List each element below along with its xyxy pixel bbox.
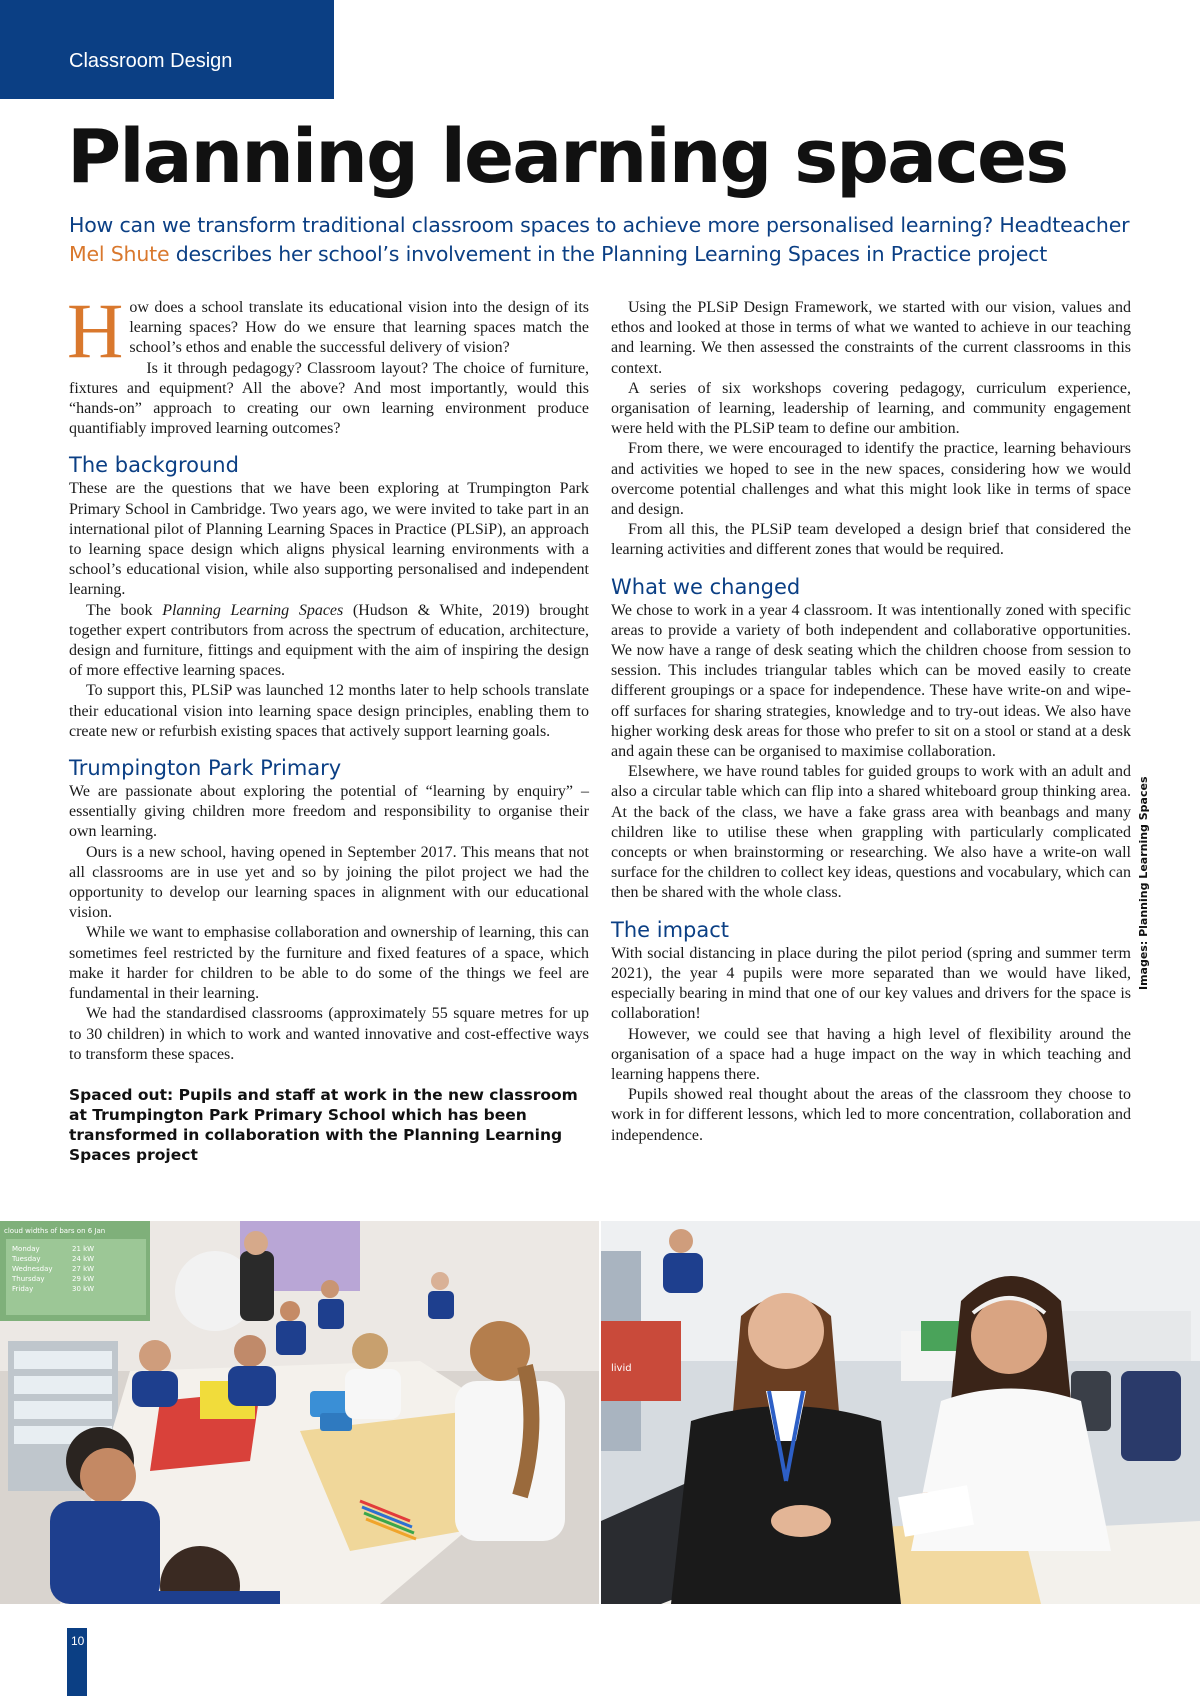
standfirst-text-1: How can we transform traditional classroom spaces to achieve more personalised learning? Headteacher — [69, 213, 1130, 237]
paragraph: These are the questions that we have been exploring at Trumpington Park Primary School in Cambridge. Two years ago, we were invited to take part in an international pilot of Planning Learning Spaces in Practice (PLSiP), an approach to learning space design which aligns physical learning environments with a school’s educational vision, while also supporting personalised and independent learning. — [69, 480, 589, 599]
heading-what-we-changed: What we changed — [611, 574, 801, 599]
photo-classroom-group — [0, 1221, 599, 1604]
paragraph: However, we could see that having a high level of flexibility around the organisation of a space had a huge impact on the way in which teaching and learning happens there. — [611, 1025, 1131, 1083]
left-column — [67, 287, 589, 1165]
board-row-day: Monday — [12, 1245, 40, 1253]
standfirst — [69, 211, 1149, 269]
book-title: Planning Learning Spaces — [162, 601, 344, 619]
paragraph: A series of six workshops covering pedagogy, curriculum experience, organisation of learning, leadership of learning, and community engagement were held with the PLSiP team to define our ambition. — [611, 379, 1131, 438]
intro-text: ow does a school translate its educational vision into the design of its learning spaces? How do we ensure that learning spaces match the school’s ethos and enable the successful delivery of vision? — [129, 299, 589, 357]
paragraph: With social distancing in place during the pilot period (spring and summer term 2021), the year 4 pupils were more separated than we would have liked, especially bearing in mind that one of our key values and drivers for the space is collaboration! — [611, 944, 1131, 1023]
author-name: Mel Shute — [69, 242, 170, 266]
paragraph: Pupils showed real thought about the areas of the classroom they choose to work in for different lessons, which led to more concentration, collaboration and independence. — [611, 1086, 1131, 1144]
page-number: 10 — [71, 1634, 85, 1648]
board-row-value: 30 kW — [72, 1285, 95, 1293]
paragraph: Using the PLSiP Design Framework, we started with our vision, values and ethos and looked at those in terms of what we wanted to achieve in our teaching and learning. We then assessed the constraints of the current classrooms in this context. — [611, 299, 1131, 377]
dropcap: H — [67, 287, 124, 374]
paragraph — [69, 601, 589, 682]
heading-impact: The impact — [611, 917, 730, 942]
board-title: cloud widths of bars on 6 Jan — [4, 1227, 106, 1235]
paragraph: While we want to emphasise collaboration and ownership of learning, this can sometimes feel restricted by the furniture and fixed features of a space, which make it harder for children to be able to do some of the things we feel are fundamental in their learning. — [69, 924, 589, 1003]
board-row-day: Thursday — [12, 1275, 45, 1283]
board-row-day: Tuesday — [12, 1255, 41, 1263]
photo-caption: Spaced out: Pupils and staff at work in the new classroom at Trumpington Park Primary School which has been transformed in collaboration with the Planning Learning Spaces project — [69, 1085, 578, 1164]
photo-teacher-pupil — [601, 1221, 1200, 1604]
board-row-value: 27 kW — [72, 1265, 95, 1273]
board-row-value: 24 kW — [72, 1255, 95, 1263]
paragraph: From there, we were encouraged to identify the practice, learning behaviours and activities we hoped to see in the new spaces, considering how we would overcome potential challenges and what this might look like in terms of space and design. — [611, 440, 1131, 519]
photo-credit: Images: Planning Learning Spaces — [1137, 776, 1150, 990]
section-tab — [0, 0, 334, 99]
section-label: Classroom Design — [69, 50, 233, 72]
paragraph: We chose to work in a year 4 classroom. It was intentionally zoned with specific areas to provide a variety of both independent and collaborative opportunities. We now have a range of desk seating which the children choose from session to session. This includes triangular tables which can be moved easily to create different groupings or a space for independence. These have write-on and wipe-off surfaces for sharing strategies, knowledge and to try-out ideas. We also have higher working desk areas for those who prefer to sit on a stool or stand at a desk and again these can be organised to maximise collaboration. — [611, 601, 1131, 761]
board-row-value: 21 kW — [72, 1245, 95, 1253]
paragraph: To support this, PLSiP was launched 12 months later to help schools translate their educational vision into learning space design principles, enabling them to create new or refurbish existing spaces that actively support learning goals. — [69, 682, 589, 740]
heading-trumpington: Trumpington Park Primary — [69, 756, 342, 781]
standfirst-text-2: describes her school’s involvement in the Planning Learning Spaces in Practice project — [169, 242, 1048, 266]
paragraph-text: The book — [86, 601, 163, 619]
teacher-pupil-illustration — [601, 1221, 1200, 1604]
paragraph: Elsewhere, we have round tables for guided groups to work with an adult and also a circular table which can flip into a shared whiteboard group thinking area. At the back of the class, we have a fake grass area with beanbags and many children like to utilise these when grappling with particularly complicated concepts or when brainstorming or researching. We also have a write-on wall surface for the children to collect key ideas, questions and vocabulary, which can then be shared with the whole class. — [611, 763, 1131, 902]
classroom-group-illustration — [0, 1221, 599, 1604]
book-label: livid — [611, 1363, 632, 1374]
paragraph: We had the standardised classrooms (approximately 55 square metres for up to 30 children) in which to work and wanted innovative and cost-effective ways to transform these spaces. — [69, 1005, 589, 1063]
board-row-value: 29 kW — [72, 1275, 95, 1283]
paragraph-text: (Hudson & White, 2019) brought together expert contributors from across the spectrum of education, architecture, design and furniture, fittings and equipment with the aim of inspiring the design of more effective learning spaces. — [69, 601, 589, 680]
paragraph: We are passionate about exploring the potential of “learning by enquiry” – essentially giving children more freedom and responsibility to organise their own learning. — [69, 783, 589, 841]
board-row-day: Friday — [12, 1285, 34, 1293]
intro-paragraph — [67, 287, 589, 374]
paragraph: Is it through pedagogy? Classroom layout? The choice of furniture, fixtures and equipment? All the above? And most importantly, would this “hands-on” approach to creating our own learning environment produce quantifiably improved learning outcomes? — [69, 359, 589, 438]
right-column — [611, 298, 1131, 1146]
paragraph: Ours is a new school, having opened in September 2017. This means that not all classrooms are in use yet and so by joining the pilot project we had the opportunity to develop our learning spaces in alignment with our educational vision. — [69, 843, 589, 922]
page-number-tab — [67, 1628, 87, 1696]
paragraph: From all this, the PLSiP team developed a design brief that considered the learning activities and different zones that would be required. — [611, 521, 1131, 559]
headline: Planning learning spaces — [67, 114, 1068, 200]
heading-background: The background — [69, 453, 239, 478]
board-row-day: Wednesday — [12, 1265, 53, 1273]
